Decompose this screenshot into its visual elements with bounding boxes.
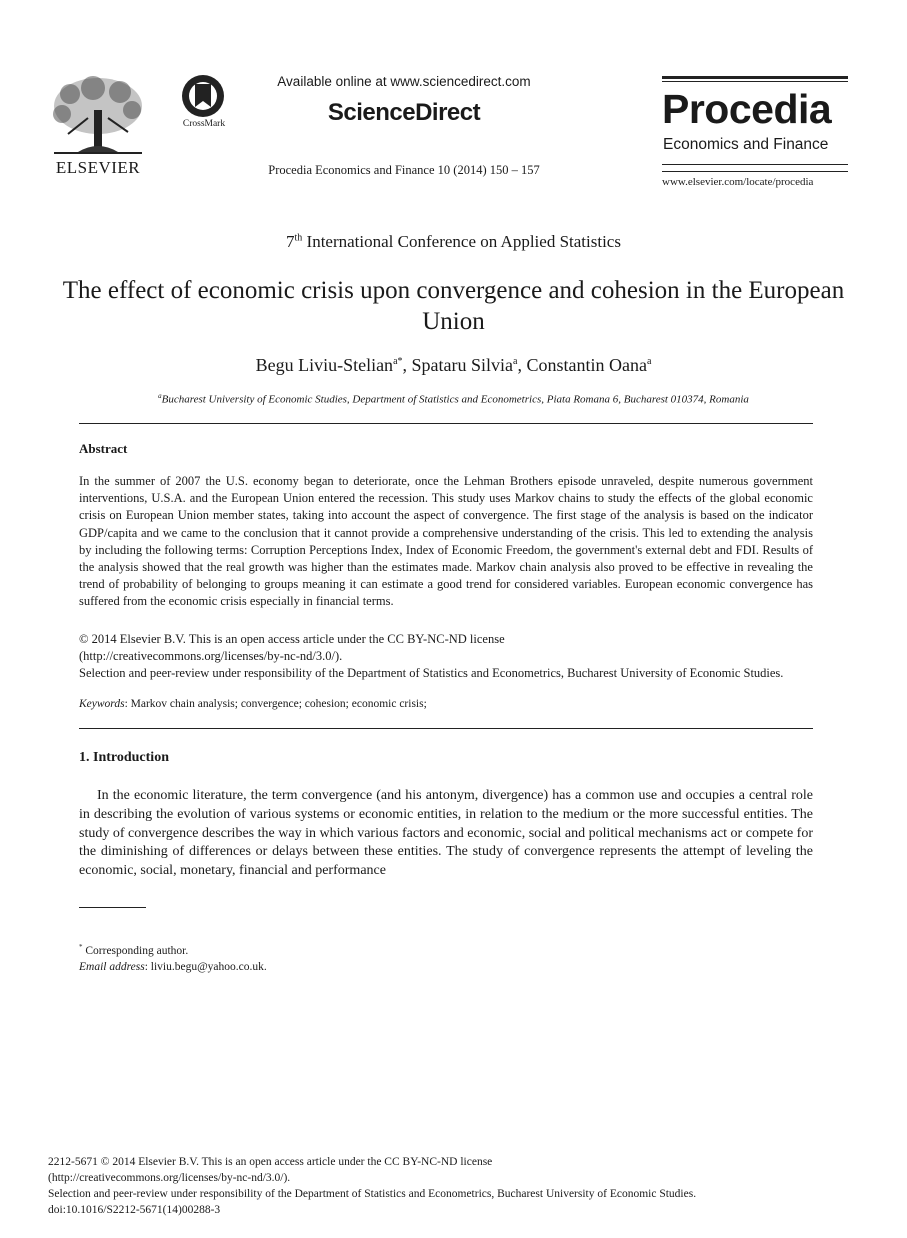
license-link[interactable]: http://creativecommons.org/licenses/by-nc-nd/3.0/ <box>83 649 335 663</box>
page-footer <box>48 1154 848 1218</box>
author-separator: , <box>402 355 412 375</box>
procedia-url-link[interactable]: www.elsevier.com/locate/procedia <box>662 176 814 188</box>
footnote-rule <box>79 907 146 908</box>
footer-issn-line: 2212-5671 © 2014 Elsevier B.V. This is an open access article under the CC BY-NC-ND license <box>48 1156 493 1168</box>
available-online-text: Available online at www.sciencedirect.com <box>277 74 531 89</box>
procedia-bottom-rule <box>662 171 848 172</box>
abstract-bottom-rule <box>79 728 813 729</box>
author-name: Spataru Silvia <box>411 355 514 375</box>
keywords-label: Keywords <box>79 698 125 710</box>
sciencedirect-wordmark: ScienceDirect <box>327 99 481 126</box>
keywords-list: : Markov chain analysis; convergence; cohesion; economic crisis; <box>124 698 427 710</box>
author-affiliation-mark: a <box>513 356 518 367</box>
procedia-title: Procedia <box>662 86 832 132</box>
crossmark-label: CrossMark <box>182 119 226 129</box>
conference-ordinal: 7 <box>286 232 295 251</box>
procedia-top-rule-thin <box>662 81 848 82</box>
affiliation <box>0 392 907 406</box>
footnote-corresponding <box>79 943 188 957</box>
procedia-top-rule <box>662 76 848 79</box>
elsevier-wordmark: ELSEVIER <box>55 158 141 177</box>
introduction-heading: 1. Introduction <box>79 750 169 765</box>
journal-reference: Procedia Economics and Finance 10 (2014) 150 – 157 <box>268 163 540 177</box>
copyright-text: © 2014 Elsevier B.V. This is an open access article under the CC BY-NC-ND license <box>79 632 505 646</box>
paper-title: The effect of economic crisis upon convergence and cohesion in the European Union <box>62 277 845 335</box>
procedia-subtitle: Economics and Finance <box>663 136 829 153</box>
affiliation-text: Bucharest University of Economic Studies, Department of Statistics and Econometrics, Piata Romana 6, Bucharest 010374, Romania <box>161 393 749 406</box>
procedia-mid-rule <box>662 164 848 165</box>
email-address[interactable]: : liviu.begu@yahoo.co.uk. <box>144 961 267 973</box>
footer-review-line: Selection and peer-review under responsibility of the Department of Statistics and Econometrics, Bucharest University of Economic Studies. <box>48 1188 697 1200</box>
footnote-corresponding-text: Corresponding author. <box>82 944 189 957</box>
author-list <box>0 355 907 376</box>
peer-review-text: Selection and peer-review under responsibility of the Department of Statistics and Econometrics, Bucharest University of Economic Studies. <box>79 666 784 680</box>
author-affiliation-mark: a <box>646 356 652 367</box>
abstract-copyright: © 2014 Elsevier B.V. This is an open access article under the CC BY-NC-ND license (http://creativecommons.org/licenses/by-nc-nd/3.0/). Selection and peer-review under responsibility of the Department of Statistics and Econometrics, Bucharest University of Economic Studies. <box>79 632 784 680</box>
abstract-top-rule <box>79 423 813 424</box>
conference-title: International Conference on Applied Statistics <box>302 232 621 251</box>
footnote-mark: * <box>79 943 83 951</box>
email-label: Email address <box>79 961 145 973</box>
author-affiliation-mark: a* <box>393 356 403 367</box>
conference-ordinal-suffix: th <box>294 232 303 244</box>
introduction-body <box>79 787 813 881</box>
footnote-email <box>79 961 267 973</box>
affiliation-mark: a <box>158 392 162 400</box>
footer-license-link[interactable]: (http://creativecommons.org/licenses/by-nc-nd/3.0/). <box>48 1172 291 1184</box>
footer-doi[interactable]: doi:10.1016/S2212-5671(14)00288-3 <box>48 1204 221 1216</box>
author-separator: , <box>517 355 527 375</box>
conference-name <box>0 232 907 252</box>
keywords <box>79 698 813 710</box>
author-name: Begu Liviu-Stelian <box>255 355 394 375</box>
author-name: Constantin Oana <box>526 355 647 375</box>
abstract-heading: Abstract <box>79 441 128 456</box>
introduction-paragraph: In the economic literature, the term convergence (and his antonym, divergence) has a common use and occupies a central role in describing the evolution of various systems or economic entities, in relation to the medium or the more successful entities. The study of convergence describes the way in which various factors and economic, social and political mechanisms act or compete for the diminishing of differences or delays between these entities. The study of convergence represents the attempt of leveling the economic, social, monetary, financial and performance <box>79 788 813 879</box>
abstract-body: In the summer of 2007 the U.S. economy began to deteriorate, once the Lehman Brothers episode unraveled, despite numerous government interventions, U.S.A. and the European Union entered the recession. This study uses Markov chains to study the effects of the global economic crisis on European Union member states, taking into account the aspect of convergence. The first stage of the analysis is based on the indicator GDP/capita and we came to the conclusion that it cannot provide a comprehensive understanding of the crisis. This led to extending the analysis by including the following terms: Corruption Perceptions Index, Index of Economic Freedom, the government's external debt and FDI. Results of the analysis showed that the real growth was higher than the estimates made. Markov chain analysis also proved to be effective in revealing the trend of probability of belonging to groups meaning it can estimate a good trend for considered variables. European economic convergence has suffered from the economic crisis especially in financial terms. <box>79 474 813 609</box>
